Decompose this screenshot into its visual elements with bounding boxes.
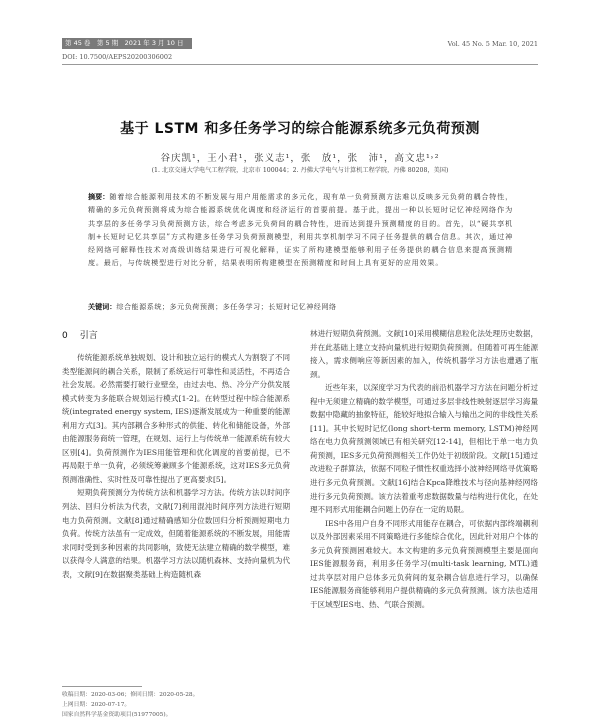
keywords xyxy=(88,300,513,313)
author-affiliations: (1. 北京交通大学电气工程学院，北京市 100044；2. 丹佛大学电气与计算机工程学院，丹佛 80208，美国) xyxy=(151,167,449,174)
paragraph: 林进行短期负荷预测。文献[10]采用模糊信息粒化法处理历史数据，并在此基础上建立支持向量机进行短期负荷预测。但随着可再生能源接入，需求侧响应等新因素的加入，传统机器学习方法也遭遇了瓶颈。 xyxy=(310,329,538,379)
journal-issue-text: 第 45 卷 第 5 期 2021 年 3 月 10 日 xyxy=(65,39,184,47)
paragraph: 短期负荷预测分为传统方法和机器学习方法。传统方法以时间序列法、回归分析法为代表，文献[7]利用混沌时间序列方法进行短期电力负荷预测。文献[8]通过精确感知分位数回归分析预测短期电力负荷。传统方法虽有一定成效，但随着能源系统的不断发展，用能需求同时受到多种因素的共同影响，致使无法建立精确的数学模型，难以获得令人满意的结果。机器学习方法以随机森林、支持向量机为代表，文献[9]在数据聚类基础上构造随机森 xyxy=(62,488,290,579)
abstract-text: 随着综合能源利用技术的不断发展与用户用能需求的多元化，现有单一负荷预测方法难以反映多元负荷的耦合特性，精确的多元负荷预测将成为综合能源系统优化调度和经济运行的首要前提。基于此，提出一种以长短时记忆神经网络作为共享层的多任务学习负荷预测方法，综合考虑多元负荷间的耦合特性，进而达到提升预测精度的目的。首先，以“硬共享机制+长短时记忆共享层”方式构建多任务学习负荷预测模型，利用共享机制学习不同子任务提供的耦合信息。其次，通过神经网络可解释性技术对高级训练结果进行可视化解释，证实了所构建模型能够利用子任务提供的耦合信息来提高预测精度。最后，与传统模型进行对比分析，结果表明所构建模型在预测精度和时间上具有更好的应用效果。 xyxy=(88,192,514,268)
paragraph: 近些年来，以深度学习为代表的前沿机器学习方法在问题分析过程中无须建立精确的数学模型，可通过多层非线性映射逐层学习海量数据中隐藏的抽象特征，能较好地拟合输入与输出之间的非线性关系[11]。其中长短时记忆(long short-term memory, LSTM)神经网络在电力负荷预测领域已有相关研究[12-14]，但相比于单一电力负荷预测，IES多元负荷预测相关工作仍处于初级阶段。文献[15]通过改进粒子群算法，依据不同粒子惯性权重选择小波神经网络寻优策略进行多元负荷预测。文献[16]结合Kpca降维技术与径向基神经网络进行多元负荷预测。该方法着重考虑数据数量与结构进行优化，在处理不同形式用能耦合问题上仍存在一定的局限。 xyxy=(310,383,538,515)
footnote-funding: 国家自然科学基金资助项目(51977005)。 xyxy=(62,712,172,718)
journal-volume-english: Vol. 45 No. 5 Mar. 10, 2021 xyxy=(447,40,538,48)
journal-issue-band xyxy=(62,38,192,49)
footnote-rule xyxy=(62,686,142,687)
keywords-text: 综合能源系统；多元负荷预测；多任务学习；长短时记忆神经网络 xyxy=(116,302,337,311)
footnote-online: 上网日期：2020-07-17。 xyxy=(62,702,131,708)
footnote-received: 收稿日期：2020-03-06；修回日期：2020-05-28。 xyxy=(62,692,199,698)
abstract xyxy=(88,190,513,270)
keywords-label: 关键词： xyxy=(88,302,117,311)
footnotes xyxy=(62,690,302,720)
paragraph: 传统能源系统单独规划、设计和独立运行的模式人为割裂了不同类型能源间的耦合关系，限制了系统运行可靠性和灵活性，不再适合社会发展。必然需要打破行业壁垒，由过去电、热、冷分产分供发展模式转变为多能联合规划运行模式[1-2]。在转型过程中综合能源系统(integrated energy system, IES)逐渐发展成为一种重要的能源利用方式[3]。其内部耦合多种形式的供能、转化和储能设备，外部由能源服务商统一管理，在规划、运行上与传统单一能源系统有较大区别[4]。负荷预测作为IES用能管理和优化调度的首要前提，已不再局限于单一负荷，必须统筹兼顾多个能源系统，这对IES多元负荷预测准确性、实时性及可靠性提出了更高要求[5]。 xyxy=(62,353,291,484)
author-list: 谷庆凯¹，王小君¹，张义志¹，张 放¹，张 沛¹，高文忠¹˒² xyxy=(160,153,440,164)
paragraph: IES中各用户自身不同形式用能存在耦合，可依据内部终端耦利以及外部因素采用不同策略进行多能综合优化，因此针对用户个体的多元负荷预测困难较大。本文构建的多元负荷预测模型主要是面向IES能源服务商，利用多任务学习(multi-task learning, MTL)通过共享层对用户总体多元负荷间的复杂耦合信息进行学习，以确保IES能源服务商能够利用户提供精确的多元负荷预测。该方法也适用于区域型IES电、热、气联合预测。 xyxy=(310,518,538,609)
section-heading-introduction xyxy=(62,327,290,345)
section-title: 引言 xyxy=(79,331,98,341)
right-column xyxy=(310,327,538,611)
header-rule xyxy=(62,64,538,65)
left-column xyxy=(62,327,290,581)
abstract-label: 摘要： xyxy=(88,192,110,201)
section-number: 0 xyxy=(62,331,68,341)
doi-link[interactable]: DOI: 10.7500/AEPS20200306002 xyxy=(62,53,173,61)
paper-title: 基于 LSTM 和多任务学习的综合能源系统多元负荷预测 xyxy=(120,121,480,137)
